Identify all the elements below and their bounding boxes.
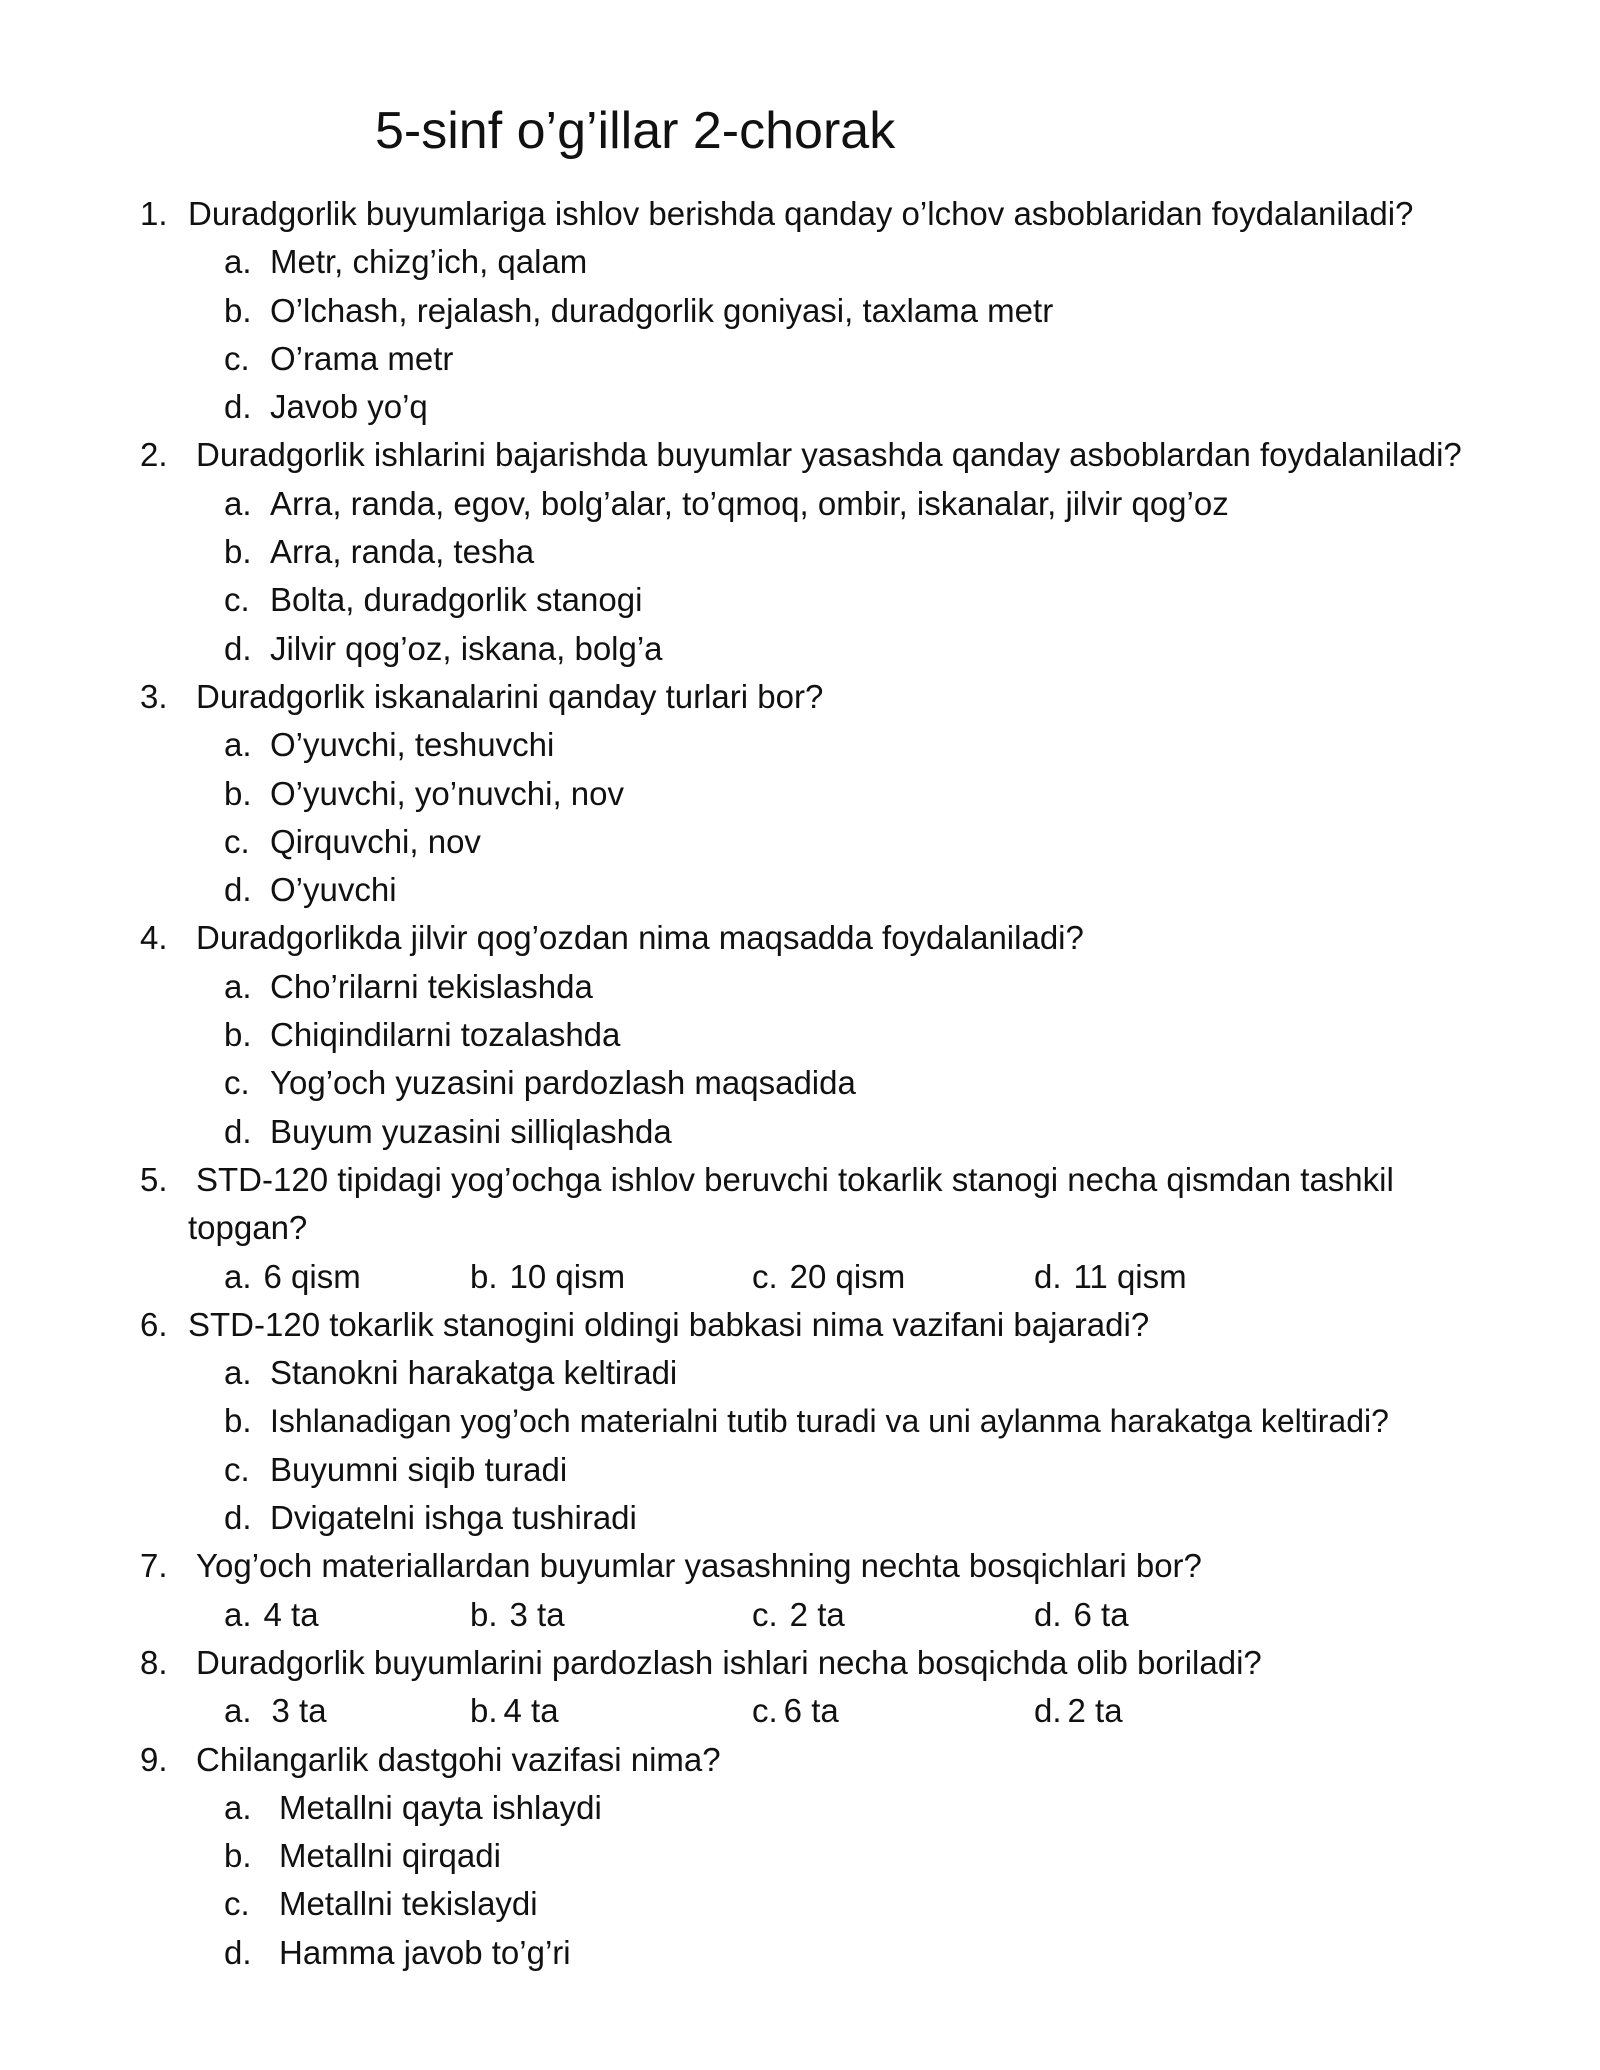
option-letter: a. (224, 726, 252, 764)
option-row (0, 1832, 1600, 1880)
question-number: 7. (140, 1547, 168, 1585)
option-letter: c. (224, 339, 250, 377)
option-text: 10 qism (509, 1257, 626, 1295)
question-8 (0, 1639, 1600, 1687)
question-number: 8. (140, 1643, 168, 1681)
option-letter: b. (470, 1595, 498, 1633)
option-text: Cho’rilarni tekislashda (270, 967, 593, 1005)
option-letter: a. (224, 1692, 252, 1730)
option-row (0, 287, 1600, 335)
option-letter: a. (224, 484, 252, 522)
option-text: Arra, randa, egov, bolg’alar, to’qmoq, ombir, iskanalar, jilvir qog’oz (270, 484, 1229, 522)
option-row (0, 1059, 1600, 1107)
option-text: Ishlanadigan yog’och materialni tutib turadi va uni aylanma harakatga keltiradi? (270, 1403, 1389, 1440)
option-text: 6 ta (783, 1692, 839, 1730)
option-d (1034, 1687, 1123, 1735)
option-letter: a. (224, 1354, 252, 1392)
option-row (0, 238, 1600, 286)
option-text: 11 qism (1073, 1257, 1187, 1295)
option-letter: c. (224, 822, 250, 860)
option-text: O’yuvchi (270, 871, 397, 909)
option-letter: a. (224, 1257, 252, 1295)
option-letter: c. (752, 1595, 778, 1633)
question-1 (0, 190, 1600, 238)
question-3 (0, 673, 1600, 721)
option-text: Jilvir qog’oz, iskana, bolg’a (270, 629, 663, 667)
option-letter: d. (224, 1933, 252, 1971)
option-text: Metallni qayta ishlaydi (279, 1788, 602, 1826)
option-text: 3 ta (271, 1692, 327, 1730)
option-text: 20 qism (789, 1257, 906, 1295)
option-letter: d. (224, 388, 252, 426)
option-text: 3 ta (509, 1595, 565, 1633)
option-letter: d. (224, 1499, 252, 1537)
option-a (224, 1253, 361, 1301)
option-row (0, 866, 1600, 914)
option-text: Metallni qirqadi (279, 1837, 501, 1875)
inline-options-row (0, 1591, 1600, 1639)
question-text: STD-120 tipidagi yog’ochga ishlov beruvchi tokarlik stanogi necha qismdan tashkil (196, 1160, 1394, 1198)
option-b (470, 1591, 565, 1639)
option-text: Yog’och yuzasini pardozlash maqsadida (270, 1064, 856, 1102)
option-a (224, 1591, 319, 1639)
page-title: 5-sinf o’g’illar 2-chorak (375, 102, 896, 160)
option-text: Buyum yuzasini silliqlashda (270, 1112, 672, 1150)
option-row (0, 383, 1600, 431)
option-b (470, 1687, 559, 1735)
option-row (0, 1397, 1600, 1445)
option-c (752, 1687, 839, 1735)
option-letter: b. (470, 1692, 498, 1730)
option-text: O’rama metr (270, 339, 454, 377)
option-letter: c. (224, 581, 250, 619)
option-text: 4 ta (263, 1595, 319, 1633)
question-text: Duradgorlik iskanalarini qanday turlari bor? (196, 677, 824, 715)
option-d (1034, 1253, 1187, 1301)
question-continuation (0, 1204, 1600, 1252)
option-letter: c. (224, 1450, 250, 1488)
option-row (0, 1108, 1600, 1156)
option-letter: a. (224, 1788, 252, 1826)
question-number: 9. (140, 1740, 168, 1778)
option-row (0, 818, 1600, 866)
option-letter: a. (224, 967, 252, 1005)
question-number: 1. (140, 195, 168, 232)
option-letter: b. (224, 774, 252, 812)
question-text: Duradgorlik ishlarini bajarishda buyumlar yasashda qanday asboblardan foydalaniladi? (196, 436, 1462, 474)
option-text: Bolta, duradgorlik stanogi (270, 581, 643, 619)
option-text: Javob yo’q (270, 388, 428, 426)
option-row (0, 335, 1600, 383)
option-letter: c. (752, 1692, 778, 1730)
option-letter: b. (224, 1402, 252, 1440)
option-text: 2 ta (1067, 1692, 1123, 1730)
option-letter: d. (1034, 1257, 1062, 1295)
question-text: Duradgorlikda jilvir qog’ozdan nima maqsadda foydalaniladi? (196, 919, 1084, 957)
question-6 (0, 1301, 1600, 1349)
option-row (0, 1446, 1600, 1494)
option-row (0, 480, 1600, 528)
question-5 (0, 1156, 1600, 1204)
question-7 (0, 1542, 1600, 1590)
option-letter: c. (224, 1064, 250, 1102)
option-row (0, 1929, 1600, 1977)
option-d (1034, 1591, 1129, 1639)
option-text: Hamma javob to’g’ri (279, 1933, 571, 1971)
question-text-continued: topgan? (188, 1209, 308, 1247)
question-number: 4. (140, 919, 168, 957)
option-text: Stanokni harakatga keltiradi (270, 1354, 678, 1392)
option-row (0, 1349, 1600, 1397)
question-4 (0, 914, 1600, 962)
question-number: 3. (140, 677, 168, 715)
option-row (0, 1011, 1600, 1059)
question-number: 6. (140, 1305, 168, 1343)
option-letter: d. (224, 1112, 252, 1150)
option-text: Dvigatelni ishga tushiradi (270, 1499, 637, 1537)
option-row (0, 1784, 1600, 1832)
question-number: 2. (140, 436, 168, 474)
option-text: 6 qism (263, 1257, 361, 1295)
question-2 (0, 431, 1600, 479)
option-letter: b. (224, 533, 252, 571)
option-text: O’yuvchi, yo’nuvchi, nov (270, 774, 624, 812)
option-text: Arra, randa, tesha (270, 533, 535, 571)
option-text: Qirquvchi, nov (270, 822, 481, 860)
option-text: Metr, chizg’ich, qalam (270, 243, 588, 281)
option-row (0, 770, 1600, 818)
inline-options-row (0, 1253, 1600, 1301)
option-text: O’yuvchi, teshuvchi (270, 726, 555, 764)
option-row (0, 528, 1600, 576)
option-text: 6 ta (1073, 1595, 1129, 1633)
option-letter: b. (224, 291, 252, 329)
option-row (0, 625, 1600, 673)
option-a (224, 1687, 327, 1735)
option-row (0, 1880, 1600, 1928)
option-letter: d. (224, 629, 252, 667)
option-text: 4 ta (503, 1692, 559, 1730)
option-text: 2 ta (789, 1595, 845, 1633)
question-text: STD-120 tokarlik stanogini oldingi babkasi nima vazifani bajaradi? (188, 1305, 1150, 1343)
option-text: O’lchash, rejalash, duradgorlik goniyasi, taxlama metr (270, 291, 1054, 329)
question-text: Duradgorlik buyumlariga ishlov berishda qanday o’lchov asboblaridan foydalaniladi? (188, 195, 1414, 232)
option-letter: d. (224, 871, 252, 909)
option-letter: b. (470, 1257, 498, 1295)
question-text: Chilangarlik dastgohi vazifasi nima? (196, 1740, 721, 1778)
option-c (752, 1253, 905, 1301)
option-letter: b. (224, 1016, 252, 1054)
option-row (0, 576, 1600, 624)
option-text: Buyumni siqib turadi (270, 1450, 568, 1488)
option-letter: b. (224, 1837, 252, 1875)
option-b (470, 1253, 625, 1301)
option-letter: a. (224, 243, 252, 281)
option-c (752, 1591, 845, 1639)
inline-options-row (0, 1687, 1600, 1735)
option-letter: a. (224, 1595, 252, 1633)
option-text: Metallni tekislaydi (279, 1885, 538, 1923)
option-text: Chiqindilarni tozalashda (270, 1016, 621, 1054)
question-text: Yog’och materiallardan buyumlar yasashning nechta bosqichlari bor? (196, 1547, 1202, 1585)
question-9 (0, 1736, 1600, 1784)
option-letter: d. (1034, 1692, 1062, 1730)
option-row (0, 963, 1600, 1011)
option-letter: c. (752, 1257, 778, 1295)
option-letter: c. (224, 1885, 250, 1923)
option-row (0, 1494, 1600, 1542)
option-letter: d. (1034, 1595, 1062, 1633)
question-list (0, 190, 1600, 1977)
question-text: Duradgorlik buyumlarini pardozlash ishlari necha bosqichda olib boriladi? (196, 1643, 1262, 1681)
question-number: 5. (140, 1160, 168, 1198)
option-row (0, 721, 1600, 769)
